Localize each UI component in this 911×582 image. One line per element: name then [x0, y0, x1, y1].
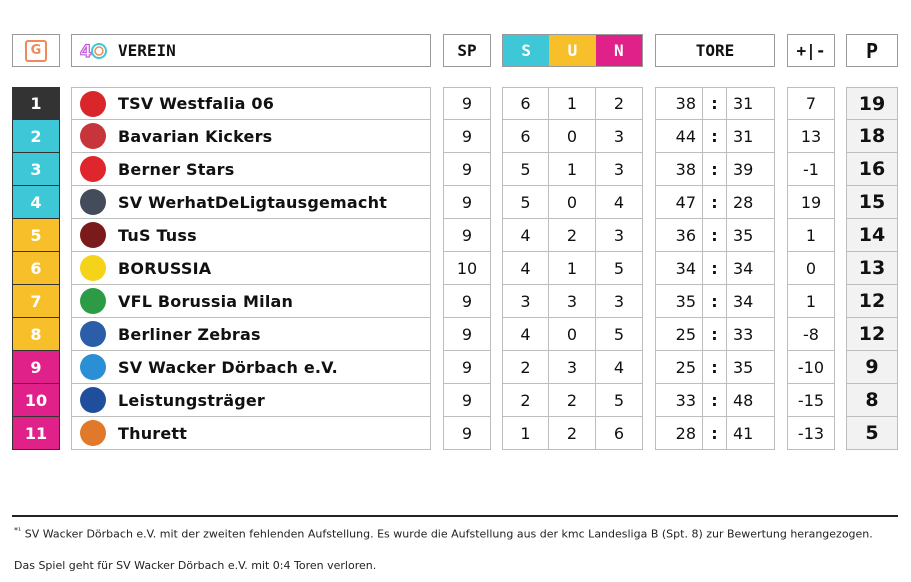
diff-cell: -8: [787, 318, 835, 351]
team-cell[interactable]: [71, 285, 431, 318]
team-name: TSV Westfalia 06: [118, 94, 275, 113]
team-cell[interactable]: [71, 153, 431, 186]
diff-cell: 13: [787, 120, 835, 153]
s-cell: 2: [502, 351, 549, 384]
goals-separator: :: [703, 318, 727, 351]
diff-cell: 1: [787, 285, 835, 318]
rank-badge: 3: [12, 153, 60, 186]
team-name: Leistungsträger: [118, 390, 265, 410]
n-cell: 4: [596, 351, 643, 384]
u-cell: 0: [549, 318, 596, 351]
goals-separator: :: [703, 219, 727, 252]
goals-for-cell: 44: [655, 120, 703, 153]
points-cell: 5: [846, 417, 898, 450]
u-cell: 2: [549, 384, 596, 417]
u-cell: 1: [549, 153, 596, 186]
sp-cell: 9: [443, 153, 491, 186]
goals-for-cell: 38: [655, 153, 703, 186]
footnote-marker: *¹: [14, 526, 22, 535]
rank-badge: 7: [12, 285, 60, 318]
s-cell: 6: [502, 120, 549, 153]
rank-badge: 9: [12, 351, 60, 384]
team-cell[interactable]: [71, 87, 431, 120]
s-cell: 4: [502, 219, 549, 252]
diff-label: +|-: [796, 41, 826, 60]
s-cell: 5: [502, 153, 549, 186]
diff-cell: 19: [787, 186, 835, 219]
team-cell[interactable]: [71, 384, 431, 417]
rank-badge: 1: [12, 87, 60, 120]
goals-separator: :: [703, 285, 727, 318]
green-shield-crest-icon: [80, 288, 106, 314]
sp-cell: 9: [443, 120, 491, 153]
forty-logo-icon: [80, 40, 108, 62]
diff-cell: 1: [787, 219, 835, 252]
points-cell: 12: [846, 318, 898, 351]
team-name: SV Wacker Dörbach e.V.: [118, 357, 338, 377]
goals-separator: :: [703, 87, 727, 120]
u-cell: 1: [549, 252, 596, 285]
s-cell: 1: [502, 417, 549, 450]
goals-separator: :: [703, 153, 727, 186]
u-cell: 2: [549, 219, 596, 252]
team-name: Thurett: [118, 423, 188, 443]
diff-header: [787, 34, 835, 67]
u-cell: 3: [549, 351, 596, 384]
sun-header: [502, 34, 643, 67]
rank-badge: 10: [12, 384, 60, 417]
sp-header: [443, 34, 491, 67]
berliner-zebras-badge-icon: [80, 321, 106, 347]
sp-cell: 9: [443, 384, 491, 417]
verein-header: [71, 34, 431, 67]
n-cell: 3: [596, 153, 643, 186]
g-logo-icon: G: [25, 40, 47, 62]
red-eagle-crest-icon: [80, 91, 106, 117]
goals-against-cell: 34: [727, 252, 775, 285]
goals-separator: :: [703, 417, 727, 450]
s-cell: 6: [502, 87, 549, 120]
team-name: Berner Stars: [118, 159, 235, 179]
team-cell[interactable]: [71, 318, 431, 351]
points-cell: 18: [846, 120, 898, 153]
sp-label: SP: [457, 41, 477, 60]
points-cell: 8: [846, 384, 898, 417]
goals-for-cell: 35: [655, 285, 703, 318]
team-name: Bavarian Kickers: [118, 126, 273, 146]
n-cell: 3: [596, 219, 643, 252]
s-cell: 3: [502, 285, 549, 318]
team-cell[interactable]: [71, 219, 431, 252]
footer-divider: [12, 515, 898, 517]
goals-against-cell: 35: [727, 351, 775, 384]
tiger-crest-icon: [80, 420, 106, 446]
lightbulb-icon: [80, 189, 106, 215]
rank-badge: 4: [12, 186, 60, 219]
diff-cell: -13: [787, 417, 835, 450]
diff-cell: -1: [787, 153, 835, 186]
n-cell: 5: [596, 252, 643, 285]
footnote-line-2: [14, 559, 376, 572]
goals-against-cell: 33: [727, 318, 775, 351]
rank-badge: 6: [12, 252, 60, 285]
s-cell: 2: [502, 384, 549, 417]
eagle-icon: [80, 222, 106, 248]
goals-for-cell: 25: [655, 351, 703, 384]
blue-circle-logo-icon: [80, 387, 106, 413]
goals-for-cell: 33: [655, 384, 703, 417]
goals-separator: :: [703, 351, 727, 384]
sp-cell: 10: [443, 252, 491, 285]
goals-against-cell: 28: [727, 186, 775, 219]
footnote-text-2: Das Spiel geht für SV Wacker Dörbach e.V. mit 0:4 Toren verloren.: [14, 559, 377, 572]
s-cell: 5: [502, 186, 549, 219]
goals-for-cell: 36: [655, 219, 703, 252]
goals-for-cell: 28: [655, 417, 703, 450]
n-cell: 3: [596, 120, 643, 153]
points-cell: 9: [846, 351, 898, 384]
goals-for-cell: 25: [655, 318, 703, 351]
team-cell[interactable]: [71, 252, 431, 285]
goals-against-cell: 35: [727, 219, 775, 252]
u-header: U: [549, 35, 595, 66]
n-cell: 2: [596, 87, 643, 120]
goals-for-cell: 47: [655, 186, 703, 219]
points-cell: 19: [846, 87, 898, 120]
u-cell: 0: [549, 186, 596, 219]
team-name: VFL Borussia Milan: [118, 291, 294, 311]
goals-against-cell: 31: [727, 87, 775, 120]
team-cell[interactable]: [71, 120, 431, 153]
n-cell: 6: [596, 417, 643, 450]
points-cell: 14: [846, 219, 898, 252]
goals-against-cell: 39: [727, 153, 775, 186]
goals-for-cell: 34: [655, 252, 703, 285]
verein-label: VEREIN: [118, 41, 176, 60]
goals-against-cell: 31: [727, 120, 775, 153]
blue-wave-shield-icon: [80, 354, 106, 380]
bvb-crest-icon: [80, 255, 106, 281]
diff-cell: 7: [787, 87, 835, 120]
goals-separator: :: [703, 252, 727, 285]
goals-for-cell: 38: [655, 87, 703, 120]
u-cell: 2: [549, 417, 596, 450]
diff-cell: -15: [787, 384, 835, 417]
sp-cell: 9: [443, 87, 491, 120]
sp-cell: 9: [443, 351, 491, 384]
rank-badge: 8: [12, 318, 60, 351]
svg-text:4: 4: [80, 41, 92, 62]
diff-cell: 0: [787, 252, 835, 285]
tore-label: TORE: [695, 41, 735, 60]
u-cell: 1: [549, 87, 596, 120]
red-b-logo-icon: [80, 156, 106, 182]
diff-cell: -10: [787, 351, 835, 384]
team-cell[interactable]: [71, 351, 431, 384]
goals-separator: :: [703, 186, 727, 219]
footnote-text-1: SV Wacker Dörbach e.V. mit der zweiten fehlenden Aufstellung. Es wurde die Aufstellung aus der kmc Landesliga B (Spt. 8) zur Bewertung herangezogen.: [24, 527, 873, 541]
rank-badge: 5: [12, 219, 60, 252]
n-cell: 5: [596, 318, 643, 351]
points-cell: 15: [846, 186, 898, 219]
team-name: BORUSSIA: [118, 258, 212, 278]
s-cell: 4: [502, 318, 549, 351]
team-name: SV WerhatDeLigtausgemacht: [118, 192, 388, 212]
u-cell: 0: [549, 120, 596, 153]
team-name: Berliner Zebras: [118, 324, 261, 344]
tore-header: [655, 34, 775, 67]
footnote-line-1: [14, 526, 873, 541]
sp-cell: 9: [443, 186, 491, 219]
goals-against-cell: 34: [727, 285, 775, 318]
sp-cell: 9: [443, 219, 491, 252]
sp-cell: 9: [443, 417, 491, 450]
points-cell: 16: [846, 153, 898, 186]
sp-cell: 9: [443, 285, 491, 318]
rank-badge: 11: [12, 417, 60, 450]
u-cell: 3: [549, 285, 596, 318]
goals-against-cell: 41: [727, 417, 775, 450]
goals-separator: :: [703, 384, 727, 417]
team-name: TuS Tuss: [118, 225, 197, 245]
p-header: [846, 34, 898, 67]
n-header: N: [596, 35, 642, 66]
n-cell: 4: [596, 186, 643, 219]
n-cell: 5: [596, 384, 643, 417]
goals-separator: :: [703, 120, 727, 153]
rank-badge: 2: [12, 120, 60, 153]
eagle-wings-crest-icon: [80, 123, 106, 149]
s-cell: 4: [502, 252, 549, 285]
sp-cell: 9: [443, 318, 491, 351]
team-cell[interactable]: [71, 186, 431, 219]
league-logo: [12, 34, 60, 67]
goals-against-cell: 48: [727, 384, 775, 417]
p-label: P: [865, 38, 879, 63]
s-header: S: [503, 35, 549, 66]
points-cell: 12: [846, 285, 898, 318]
team-cell[interactable]: [71, 417, 431, 450]
points-cell: 13: [846, 252, 898, 285]
n-cell: 3: [596, 285, 643, 318]
